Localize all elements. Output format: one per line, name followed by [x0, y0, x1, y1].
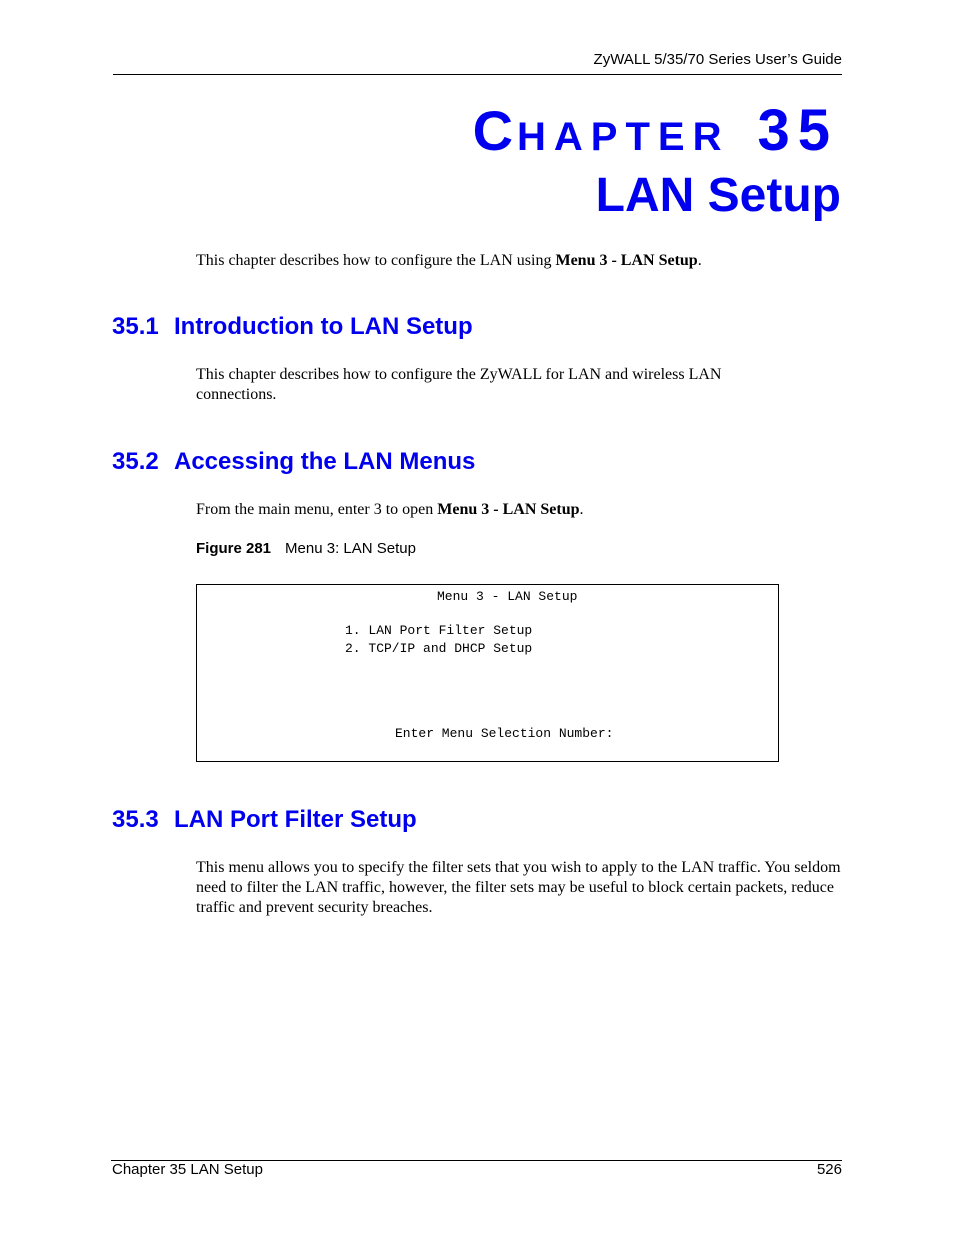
section-title: Accessing the LAN Menus [174, 448, 476, 475]
section-35-3-paragraph: This menu allows you to specify the filter sets that you wish to apply to the LAN traffic. You seldom need to filter the LAN traffic, however, the filter sets may be useful to block certain packets, reduce traffic and prevent security breaches. [196, 859, 841, 916]
running-header: ZyWALL 5/35/70 Series User’s Guide [593, 51, 842, 68]
terminal-menu-item: 2. TCP/IP and DHCP Setup [345, 641, 533, 656]
section-heading-35-2 [112, 447, 475, 477]
terminal-menu-item: 1. LAN Port Filter Setup [345, 623, 533, 638]
figure-caption-text: Menu 3: LAN Setup [285, 540, 416, 557]
chapter-number: 35 [757, 98, 838, 163]
terminal-prompt: Enter Menu Selection Number: [395, 726, 614, 741]
section-35-2-text-end: . [579, 501, 584, 518]
intro-menu-ref: Menu 3 - LAN Setup [555, 252, 698, 269]
section-number: 35.2 [112, 448, 159, 475]
section-title: LAN Port Filter Setup [174, 806, 417, 833]
chapter-label-rest: HAPTER [517, 115, 730, 159]
figure-caption [196, 540, 416, 557]
section-number: 35.1 [112, 313, 159, 340]
terminal-menu-title: Menu 3 - LAN Setup [437, 589, 578, 604]
intro-paragraph [196, 251, 846, 271]
figure-label: Figure 281 [196, 540, 272, 557]
section-35-2-menu-ref: Menu 3 - LAN Setup [437, 501, 580, 518]
section-number: 35.3 [112, 806, 159, 833]
section-title: Introduction to LAN Setup [174, 313, 473, 340]
section-35-2-paragraph [196, 500, 846, 520]
chapter-title: LAN Setup [595, 169, 841, 222]
intro-text-end: . [697, 252, 702, 269]
terminal-figure-box [196, 584, 779, 762]
intro-text: This chapter describes how to configure the LAN using [196, 252, 556, 269]
section-heading-35-1 [112, 312, 473, 342]
footer-chapter: Chapter 35 LAN Setup [112, 1161, 263, 1178]
section-35-2-text: From the main menu, enter 3 to open [196, 501, 438, 518]
header-rule [113, 74, 842, 75]
chapter-label [473, 96, 838, 172]
chapter-label-initial: C [472, 99, 518, 162]
section-heading-35-3 [112, 805, 417, 835]
page-number: 526 [816, 1161, 842, 1178]
section-35-1-paragraph: This chapter describes how to configure the ZyWALL for LAN and wireless LAN connections. [196, 366, 722, 403]
